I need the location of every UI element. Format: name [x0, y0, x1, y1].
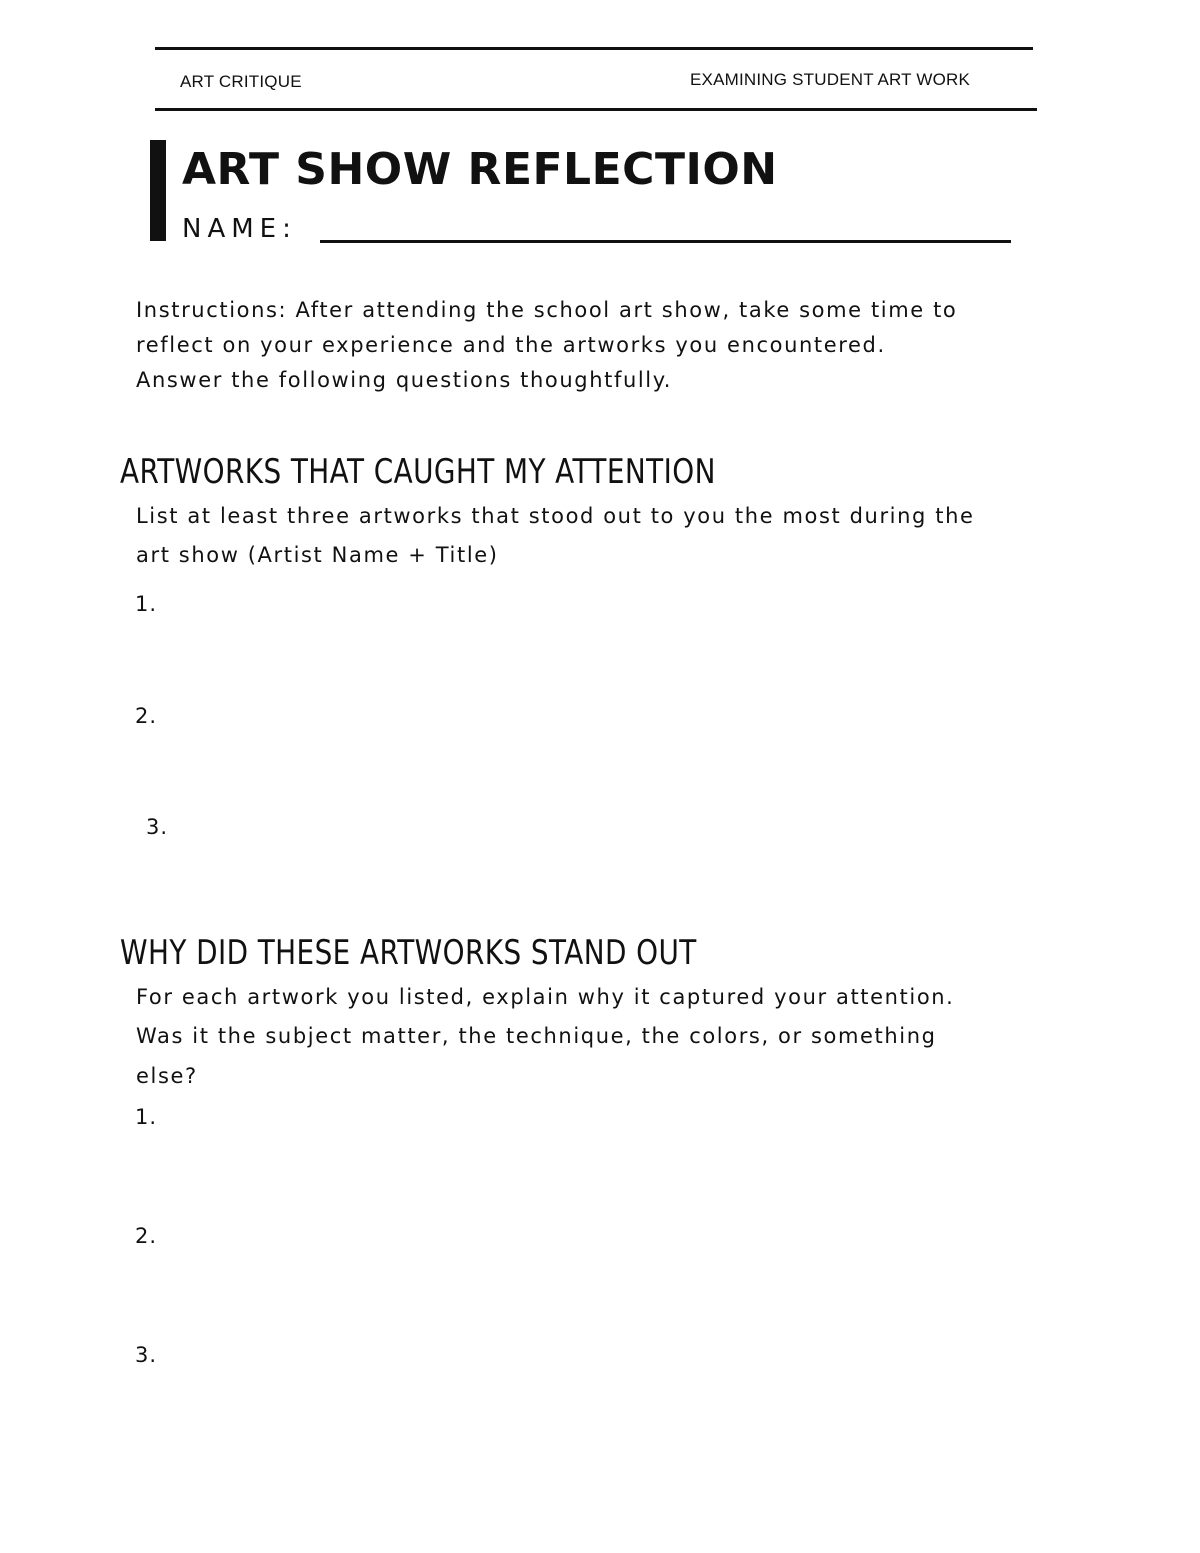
section1-prompt-line-1: List at least three artworks that stood out to you the most during the: [136, 504, 975, 528]
header-bottom-rule: [155, 108, 1037, 111]
section2-item-3-number: 3.: [135, 1343, 158, 1367]
section2-heading: WHY DID THESE ARTWORKS STAND OUT: [120, 933, 697, 973]
section1-item-1-number: 1.: [135, 592, 158, 616]
section1-prompt-line-2: art show (Artist Name + Title): [136, 543, 499, 567]
section2-prompt-line-1: For each artwork you listed, explain why it captured your attention.: [136, 985, 955, 1009]
instructions-line-1: Instructions: After attending the school art show, take some time to: [136, 298, 958, 322]
instructions-line-2: reflect on your experience and the artworks you encountered.: [136, 333, 886, 357]
section1-item-2-number: 2.: [135, 704, 158, 728]
section2-item-2-number: 2.: [135, 1224, 158, 1248]
section1-item-3-number: 3.: [146, 815, 169, 839]
section2-item-1-number: 1.: [135, 1105, 158, 1129]
name-label: NAME:: [182, 214, 297, 244]
header-left-label: ART CRITIQUE: [180, 72, 302, 91]
instructions-line-3: Answer the following questions thoughtfully.: [136, 368, 673, 392]
page-title: ART SHOW REFLECTION: [182, 144, 778, 195]
section1-heading: ARTWORKS THAT CAUGHT MY ATTENTION: [120, 452, 716, 492]
header-top-rule: [155, 47, 1033, 50]
title-accent-bar: [150, 140, 166, 241]
name-field-line[interactable]: [320, 240, 1011, 243]
section2-prompt-line-2: Was it the subject matter, the technique, the colors, or something: [136, 1024, 937, 1048]
header-right-label: EXAMINING STUDENT ART WORK: [690, 70, 971, 89]
section2-prompt-line-3: else?: [136, 1064, 198, 1088]
